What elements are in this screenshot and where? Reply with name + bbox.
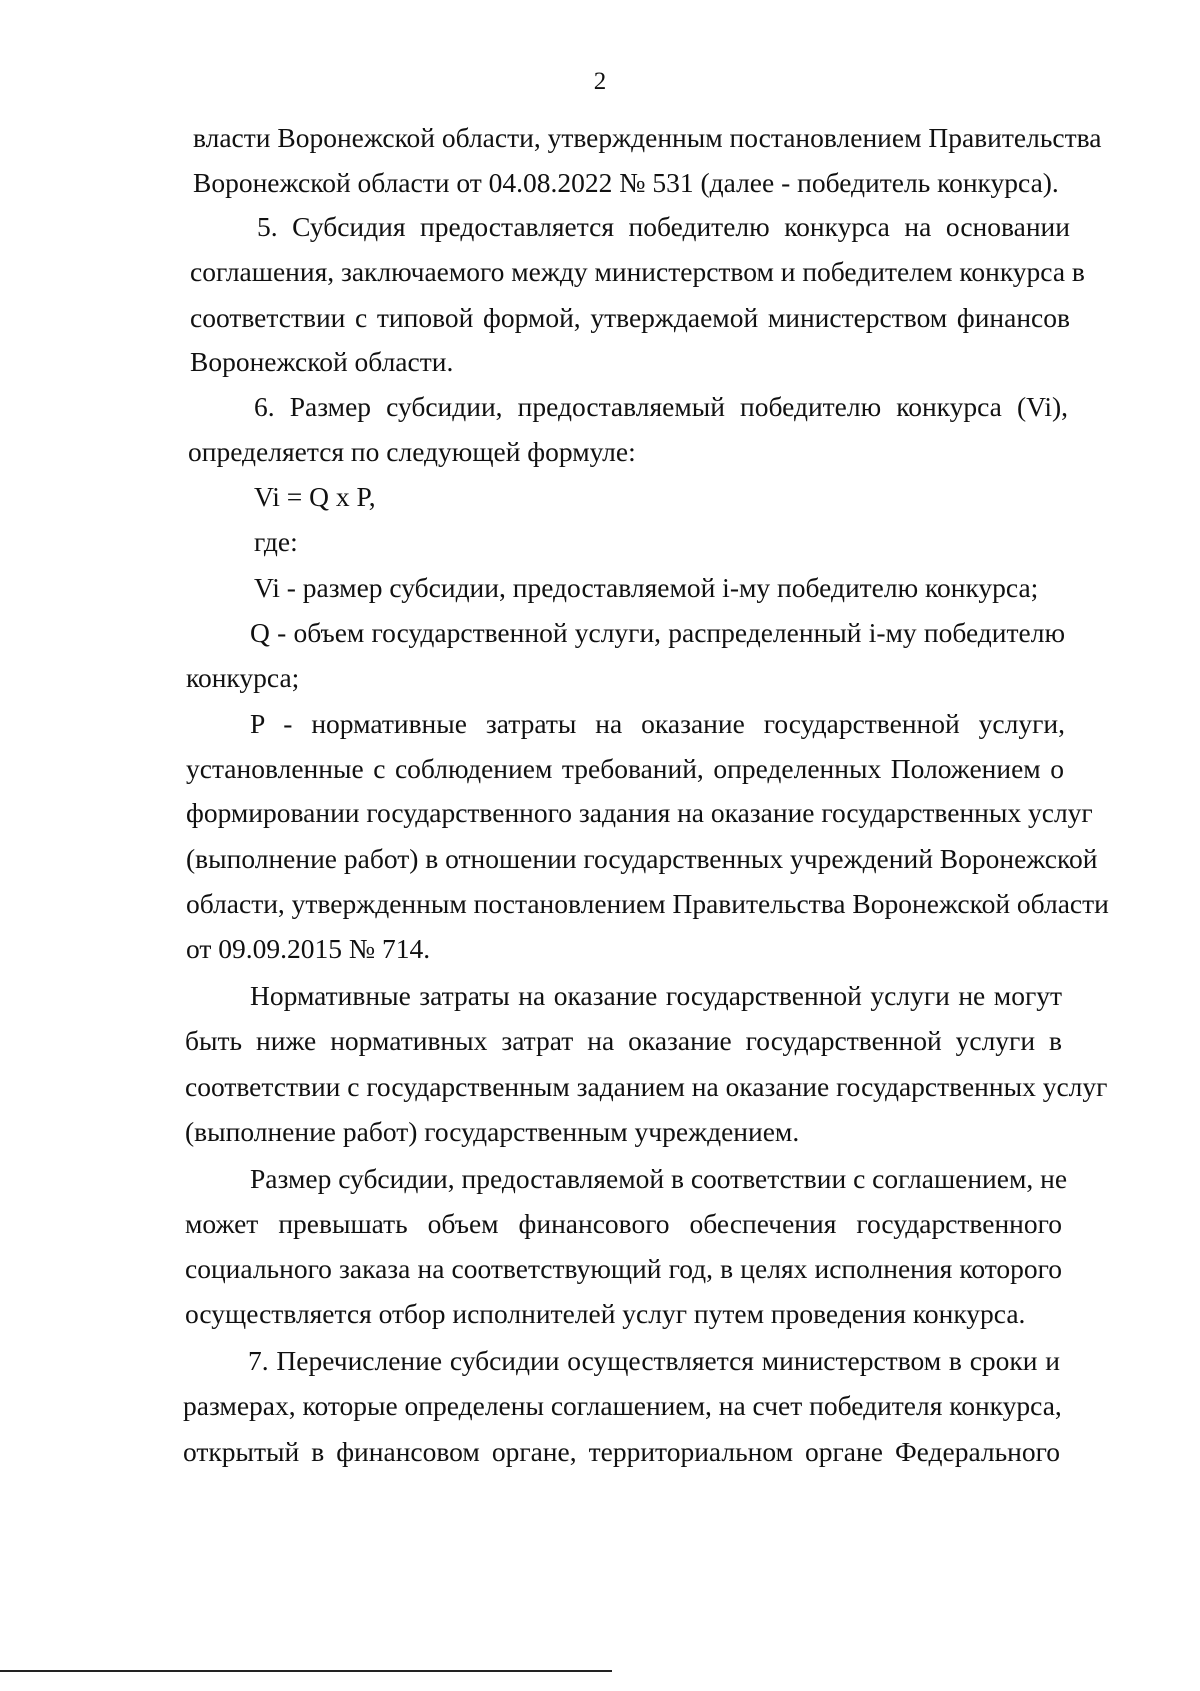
text-line: 7. Перечисление субсидии осуществляется министерством в сроки и [248,1345,1060,1376]
text-line: Размер субсидии, предоставляемой в соответствии с соглашением, не [250,1163,1068,1194]
text-line: определяется по следующей формуле: [188,436,636,467]
text-line: открытый в финансовом органе, территориальном органе Федерального [183,1436,1060,1467]
formula-line: Vi = Q x P, [254,481,376,512]
text-line: (выполнение работ) государственным учреждением. [185,1116,800,1147]
text-line: соответствии с государственным заданием на оказание государственных услуг [185,1071,1108,1102]
text-line: социального заказа на соответствующий год, в целях исполнения которого [185,1253,1062,1284]
text-line: может превышать объем финансового обеспечения государственного [185,1208,1062,1239]
text-line: от 09.09.2015 № 714. [186,933,431,964]
text-line: Воронежской области. [190,346,454,377]
footer-rule [0,1670,612,1672]
text-line: формировании государственного задания на оказание государственных услуг [186,797,1093,828]
text-line: 6. Размер субсидии, предоставляемый победителю конкурса (Vi), [254,391,1068,422]
text-line: Q - объем государственной услуги, распределенный i-му победителю [250,617,1065,648]
text-line: конкурса; [186,662,300,693]
text-line: установленные с соблюдением требований, определенных Положением о [186,753,1064,784]
text-line: соответствии с типовой формой, утверждаемой министерством финансов [190,302,1070,333]
text-line: где: [254,526,298,557]
text-line: области, утвержденным постановлением Правительства Воронежской области [186,888,1109,919]
text-line: соглашения, заключаемого между министерством и победителем конкурса в [190,256,1085,287]
text-line: осуществляется отбор исполнителей услуг путем проведения конкурса. [185,1298,1026,1329]
text-line: P - нормативные затраты на оказание государственной услуги, [250,708,1065,739]
text-line: (выполнение работ) в отношении государственных учреждений Воронежской [186,843,1098,874]
text-line: быть ниже нормативных затрат на оказание государственной услуги в [185,1025,1062,1056]
text-line: Нормативные затраты на оказание государственной услуги не могут [250,980,1062,1011]
page-number: 2 [593,68,607,95]
text-line: Воронежской области от 04.08.2022 № 531 (далее - победитель конкурса). [193,167,1059,198]
text-line: 5. Субсидия предоставляется победителю конкурса на основании [257,211,1070,242]
text-line: власти Воронежской области, утвержденным постановлением Правительства [193,122,1102,153]
text-line: Vi - размер субсидии, предоставляемой i-му победителю конкурса; [254,572,1039,603]
text-line: размерах, которые определены соглашением, на счет победителя конкурса, [183,1390,1062,1421]
